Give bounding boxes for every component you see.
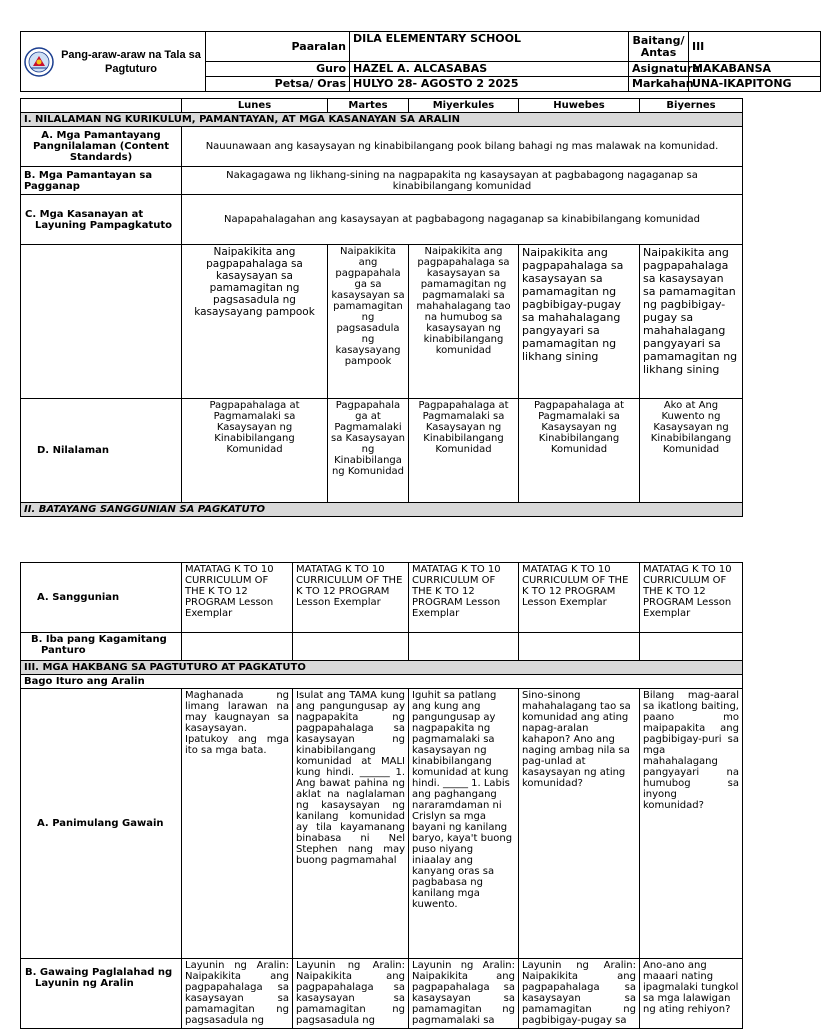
lesson-table-part1 bbox=[20, 98, 743, 517]
introductory-activity-label: A. Panimulang Gawain bbox=[21, 689, 182, 959]
header-table bbox=[20, 31, 821, 92]
day-header: Lunes bbox=[182, 99, 328, 113]
objective-cell: Naipakikita ang pagpapahalaga sa kasaysayan sa pamamagitan ng pagbibigay-pugay sa mahahalagang pangyayari sa pamamagitan ng likhang sining bbox=[640, 245, 743, 399]
lesson-table-part2 bbox=[20, 562, 743, 1029]
activity-cell: Sino-sinong mahahalagang tao sa komunidad ang ating napag-aralan kahapon? Ano ang naging ambag nila sa pag-unlad at kasaysayan ng ating komunidad? bbox=[519, 689, 640, 959]
day-header: Miyerkules bbox=[409, 99, 519, 113]
content-cell: Pagpapahalaga at Pagmamalaki sa Kasaysayan ng Kinabibilangang Komunidad bbox=[409, 399, 519, 503]
reference-cell: MATATAG K TO 10 CURRICULUM OF THE K TO 12 PROGRAM Lesson Exemplar bbox=[519, 563, 640, 633]
content-cell: Pagpapahalaga at Pagmamalaki sa Kasaysayan ng Kinabibilangang Komunidad bbox=[519, 399, 640, 503]
performance-standards-label: B. Mga Pamantayan sa Pagganap bbox=[21, 167, 182, 195]
objective-cell: Naipakikita ang pagpapahalaga sa kasaysayan sa pamamagitan ng pagbibigay-pugay sa mahahalagang pangyayari sa pamamagitan ng likhang sining bbox=[519, 245, 640, 399]
lesson-objective-activity-label: B. Gawaing Paglalahad ng Layunin ng Aralin bbox=[21, 959, 182, 1029]
subsection-heading: Bago Ituro ang Aralin bbox=[21, 675, 743, 689]
petsa-value: HULYO 28- AGOSTO 2 2025 bbox=[350, 77, 629, 92]
reference-cell: MATATAG K TO 10 CURRICULUM OF THE K TO 12 PROGRAM Lesson Exemplar bbox=[182, 563, 293, 633]
references-label: A. Sanggunian bbox=[21, 563, 182, 633]
other-materials-label: B. Iba pang Kagamitang Panturo bbox=[21, 633, 182, 661]
guro-label: Guro bbox=[206, 62, 350, 77]
content-standards-label: A. Mga Pamantayang Pangnilalaman (Content Standards) bbox=[21, 127, 182, 167]
objectives-label-cell bbox=[21, 245, 182, 399]
activity-cell: Maghanada ng limang larawan na may kaugnayan sa kasaysayan. Ipatukoy ang mga ito sa mga bata. bbox=[182, 689, 293, 959]
content-label: D. Nilalaman bbox=[21, 399, 182, 503]
markahan-label: Markahan bbox=[629, 77, 689, 92]
objective-cell: Naipakikita ang pagpapahalaga sa kasaysayan sa pamamagitan ng pagsasadula ng kasaysayang pampook bbox=[182, 245, 328, 399]
other-materials-cell bbox=[293, 633, 409, 661]
day-header: Martes bbox=[328, 99, 409, 113]
objective-activity-cell: Layunin ng Aralin: Naipakikita ang pagpapahalaga sa kasaysayan sa pamamagitan ng pagsasadula ng bbox=[293, 959, 409, 1029]
objective-activity-cell: Ano-ano ang maaari nating ipagmalaki tungkol sa mga lalawigan ng ating rehiyon? bbox=[640, 959, 743, 1029]
markahan-value: UNA-IKAPITONG bbox=[689, 77, 821, 92]
baitang-value: III bbox=[689, 32, 821, 62]
activity-cell: Iguhit sa patlang ang kung ang pangungusap ay nagpapakita ng pagmamalaki sa kasaysayan ng kinabibilangang komunidad at kung hindi. _____ 1. Labis ang paghangang nararamdaman ni Crislyn sa mga bayani ng kanilang baryo, kaya't buong puso niyang iniaalay ang kanyang oras sa pagbabasa ng kanilang mga kuwento. bbox=[409, 689, 519, 959]
objective-cell: Naipakikita ang pagpapahala ga sa kasaysayan sa pamamagitan ng pagsasadula ng kasaysayang pampook bbox=[328, 245, 409, 399]
objective-cell: Naipakikita ang pagpapahalaga sa kasaysayan sa pamamagitan ng pagmamalaki sa mahahalagang tao na humubog sa kasaysayan ng kinabibilangang komunidad bbox=[409, 245, 519, 399]
corner-cell bbox=[21, 99, 182, 113]
reference-cell: MATATAG K TO 10 CURRICULUM OF THE K TO 12 PROGRAM Lesson Exemplar bbox=[293, 563, 409, 633]
content-cell: Pagpapahala ga at Pagmamalaki sa Kasaysayan ng Kinabibilanga ng Komunidad bbox=[328, 399, 409, 503]
learning-competencies-label: C. Mga Kasanayan at Layuning Pampagkatuto bbox=[21, 195, 182, 245]
objective-activity-cell: Layunin ng Aralin: Naipakikita ang pagpapahalaga sa kasaysayan sa pamamagitan ng pagmamalaki sa bbox=[409, 959, 519, 1029]
asignatura-value: MAKABANSA bbox=[689, 62, 821, 77]
objective-activity-cell: Layunin ng Aralin: Naipakikita ang pagpapahalaga sa kasaysayan sa pamamagitan ng pagsasadula ng bbox=[182, 959, 293, 1029]
learning-competencies-text: Napapahalagahan ang kasaysayan at pagbabagong nagaganap sa kinabibilangang komunidad bbox=[182, 195, 743, 245]
paaralan-label: Paaralan bbox=[206, 32, 350, 62]
other-materials-cell bbox=[640, 633, 743, 661]
activity-cell: Isulat ang TAMA kung ang pangungusap ay nagpapakita ng pagpapahalaga sa kasaysayan ng kinabibilangang komunidad at MALI kung hindi. ______ 1. Ang bawat pahina ng aklat na naglalaman ng kasaysayan ng kanilang komunidad ay tila kayamanang binabasa ni Nel Stephen nang may buong pagmamahal bbox=[293, 689, 409, 959]
content-cell: Pagpapahalaga at Pagmamalaki sa Kasaysayan ng Kinabibilangang Komunidad bbox=[182, 399, 328, 503]
objective-activity-cell: Layunin ng Aralin: Naipakikita ang pagpapahalaga sa kasaysayan sa pamamagitan ng pagbibigay-pugay sa bbox=[519, 959, 640, 1029]
section-heading: I. NILALAMAN NG KURIKULUM, PAMANTAYAN, AT MGA KASANAYAN SA ARALIN bbox=[21, 113, 743, 127]
guro-value: HAZEL A. ALCASABAS bbox=[350, 62, 629, 77]
day-header: Huwebes bbox=[519, 99, 640, 113]
content-cell: Ako at Ang Kuwento ng Kasaysayan ng Kinabibilangang Komunidad bbox=[640, 399, 743, 503]
activity-cell: Bilang mag-aaral sa ikatlong baiting, paano mo maipapakita ang pagbibigay-puri sa mga mahahalagang pangyayari na humubog sa inyong komunidad? bbox=[640, 689, 743, 959]
paaralan-value: DILA ELEMENTARY SCHOOL bbox=[350, 32, 629, 62]
section-heading: II. BATAYANG SANGGUNIAN SA PAGKATUTO bbox=[21, 503, 743, 517]
asignatura-label: Asignatura bbox=[629, 62, 689, 77]
performance-standards-text: Nakagagawa ng likhang-sining na nagpapakita ng kasaysayan at pagbabagong nagaganap sa kinabibilangang komunidad bbox=[182, 167, 743, 195]
header-title-cell bbox=[21, 32, 206, 92]
deped-seal-icon bbox=[24, 47, 54, 77]
other-materials-cell bbox=[409, 633, 519, 661]
content-standards-text: Nauunawaan ang kasaysayan ng kinabibilangang pook bilang bahagi ng mas malawak na komunidad. bbox=[182, 127, 743, 167]
other-materials-cell bbox=[182, 633, 293, 661]
day-header: Biyernes bbox=[640, 99, 743, 113]
reference-cell: MATATAG K TO 10 CURRICULUM OF THE K TO 12 PROGRAM Lesson Exemplar bbox=[409, 563, 519, 633]
other-materials-cell bbox=[519, 633, 640, 661]
form-title: Pang-araw-araw na Tala sa Pagtuturo bbox=[61, 48, 201, 75]
baitang-label: Baitang/ Antas bbox=[629, 32, 689, 62]
section-heading: III. MGA HAKBANG SA PAGTUTURO AT PAGKATUTO bbox=[21, 661, 743, 675]
reference-cell: MATATAG K TO 10 CURRICULUM OF THE K TO 12 PROGRAM Lesson Exemplar bbox=[640, 563, 743, 633]
petsa-label: Petsa/ Oras bbox=[206, 77, 350, 92]
